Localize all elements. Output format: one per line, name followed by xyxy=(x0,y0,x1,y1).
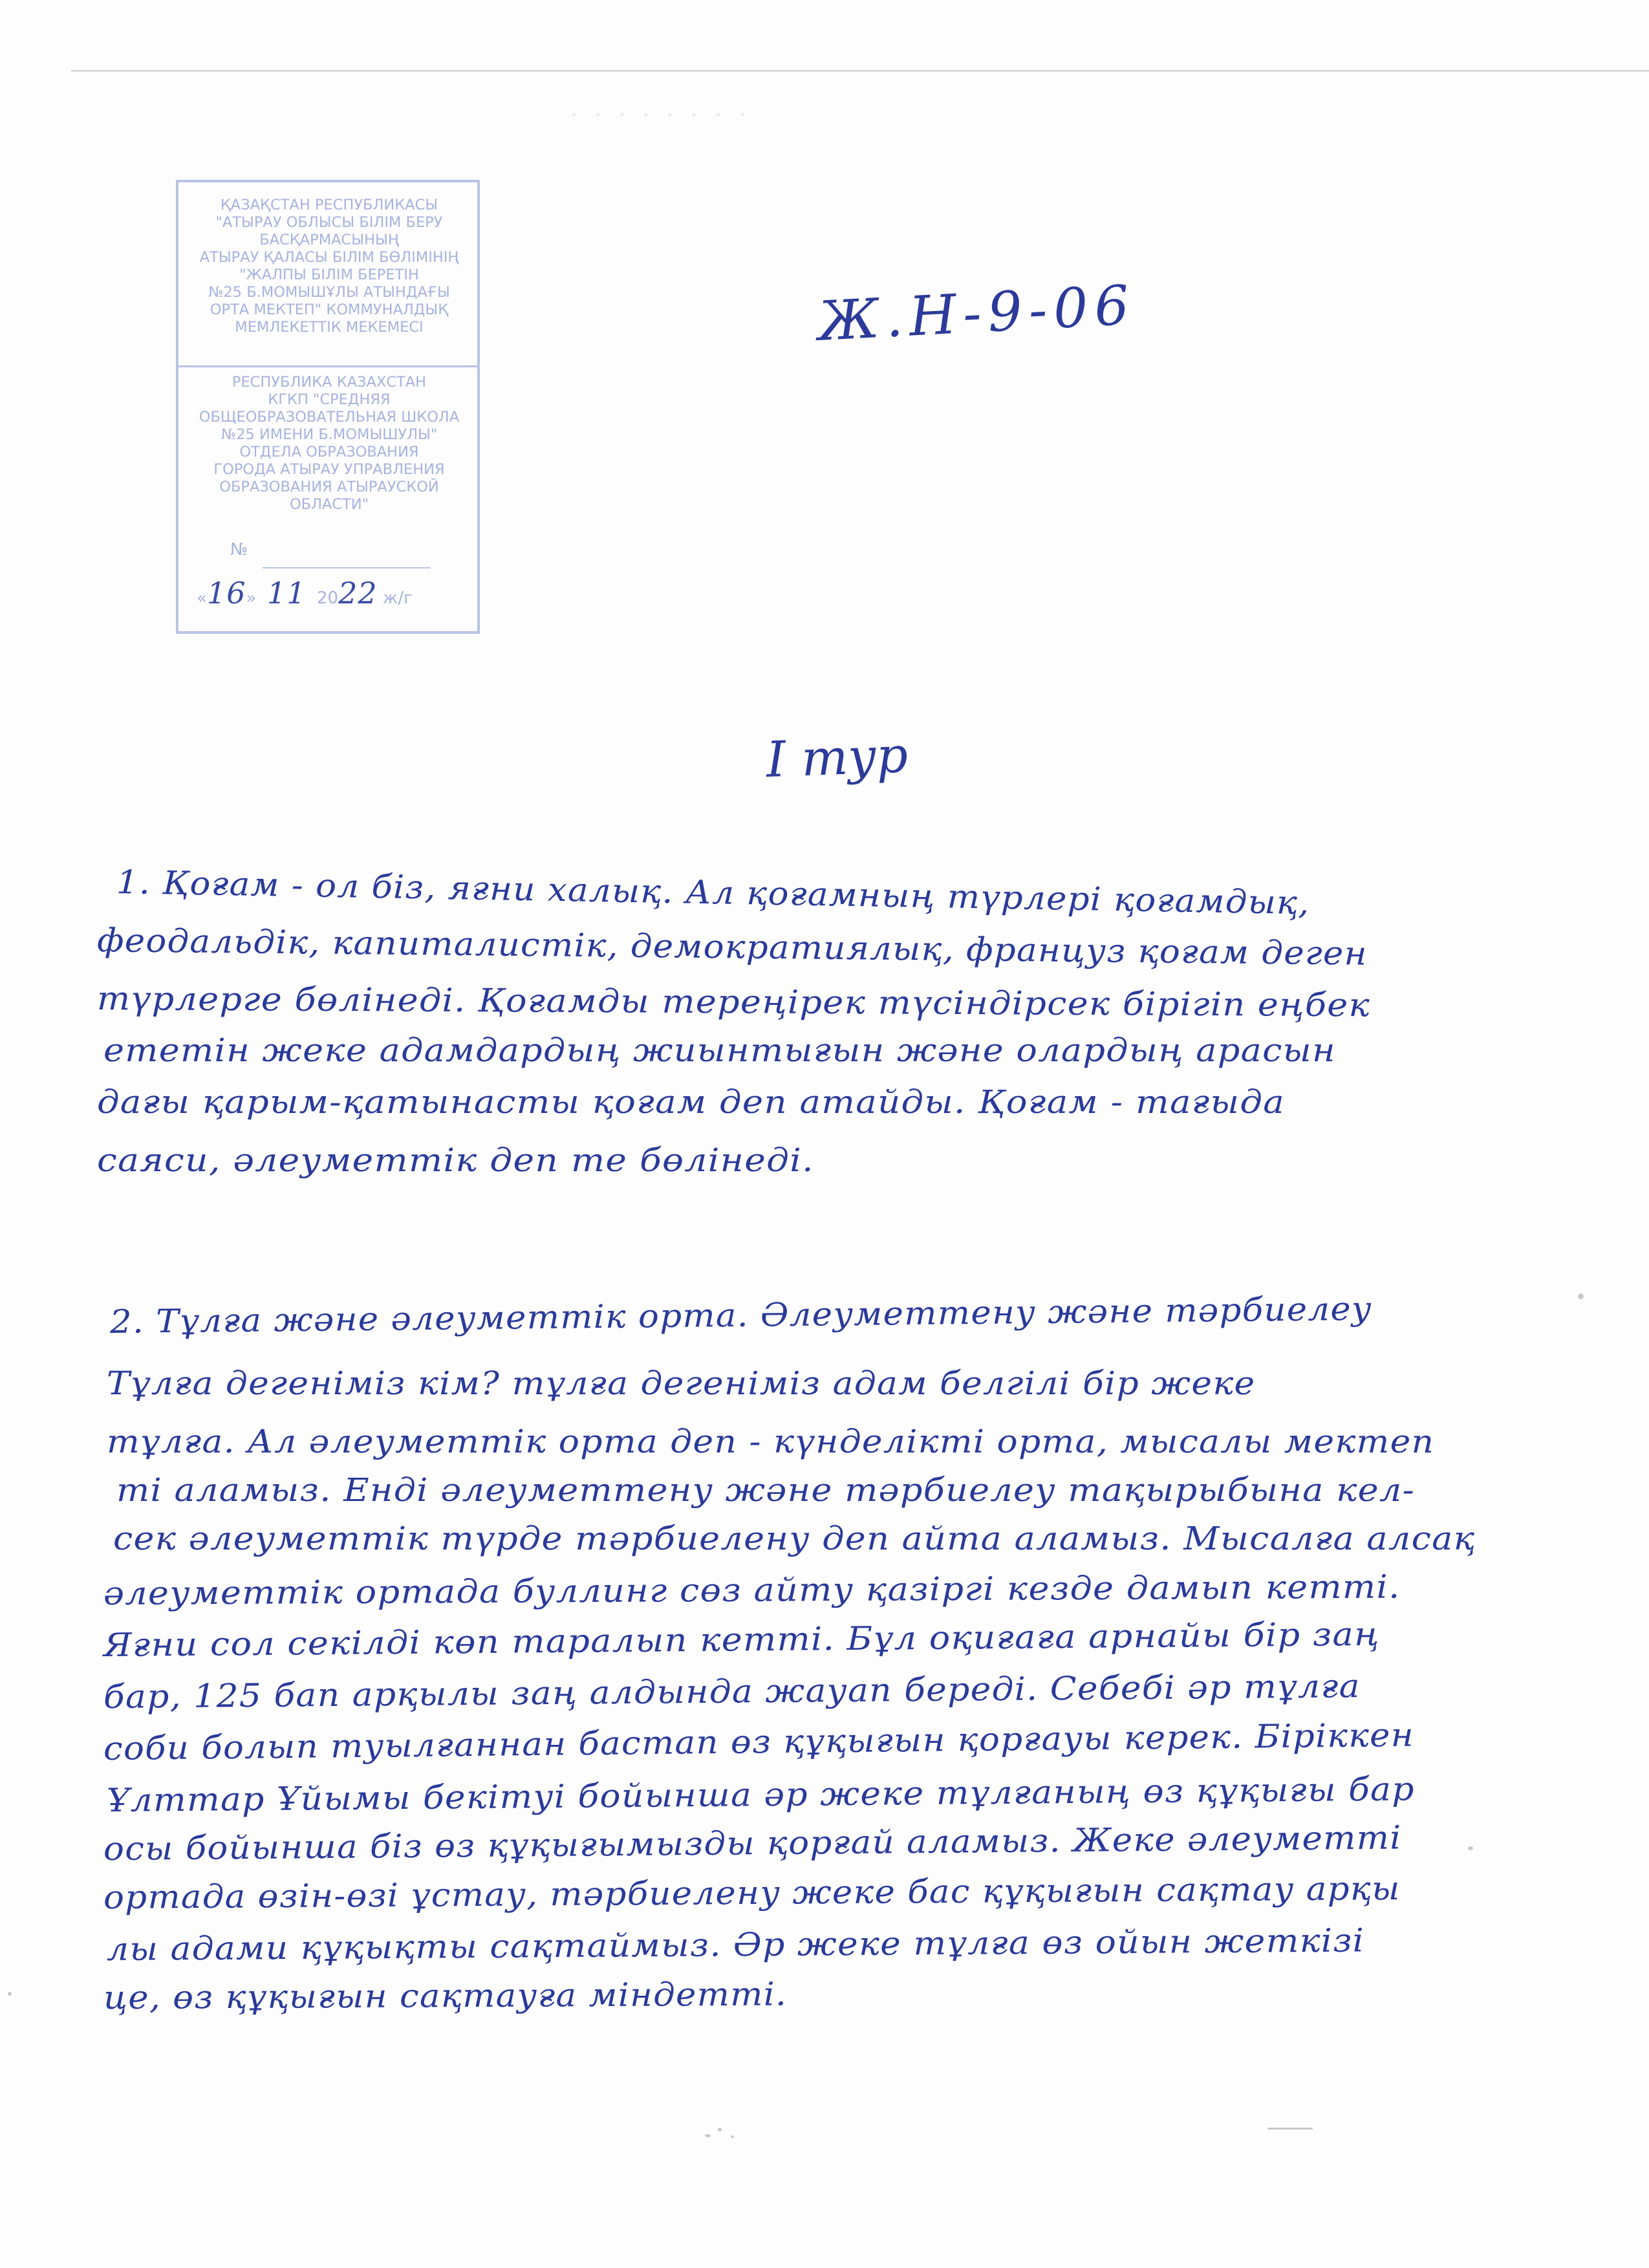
stamp-ru-line: ОБЛАСТИ" xyxy=(289,496,369,513)
stamp-date-unit: ж/г xyxy=(382,589,413,608)
student-code: Ж.Н-9-06 xyxy=(816,273,1137,353)
stamp-kz-line: "ЖАЛПЫ БІЛІМ БЕРЕТІН xyxy=(239,266,419,283)
answer2-line: ортада өзін-өзі ұстау, тәрбиелену жеке бас құқығын сақтау арқы xyxy=(103,1869,1401,1916)
answer1-line: дағы қарым-қатынасты қоғам деп атайды. Қоғам - тағыда xyxy=(97,1083,1286,1121)
answer2-line: лы адами құқықты сақтаймыз. Әр жеке тұлға өз ойын жеткізі xyxy=(106,1921,1365,1968)
stamp-ru-line: ОБРАЗОВАНИЯ АТЫРАУСКОЙ xyxy=(219,479,439,495)
stamp-kz-line: МЕМЛЕКЕТТІК МЕКЕМЕСІ xyxy=(235,319,424,336)
answer2-line: әлеуметтік ортада буллинг сөз айту қазіргі кезде дамып кетті. xyxy=(103,1568,1401,1612)
answer2-line: Яғни сол секілді көп таралып кетті. Бұл оқиғаға арнайы бір заң xyxy=(103,1615,1381,1664)
stamp-date-day: 16 xyxy=(206,576,246,610)
round-title: I тур xyxy=(765,726,909,788)
stamp-ru-line: КГКП "СРЕДНЯЯ xyxy=(268,391,391,408)
stamp-kz-line: "АТЫРАУ ОБЛЫСЫ БІЛІМ БЕРУ xyxy=(215,214,443,231)
stamp-date xyxy=(197,576,475,610)
answer2-line: соби болып туылғаннан бастап өз құқығын қорғауы керек. Біріккен xyxy=(103,1716,1415,1767)
answer1-line: ететін жеке адамдардың жиынтығын және олардың арасын xyxy=(103,1031,1336,1069)
answer2-line: осы бойынша біз өз құқығымызды қорғай аламыз. Жеке әлеуметті xyxy=(103,1819,1402,1868)
stamp-date-month: 11 xyxy=(266,576,307,610)
stamp-russian-text xyxy=(190,374,468,513)
scan-top-edge xyxy=(71,70,1649,72)
answer1-line: 1. Қоғам - ол біз, яғни халық. Ал қоғамның түрлері қоғамдық, xyxy=(116,863,1310,922)
answer1-line: түрлерге бөлінеді. Қоғамды тереңірек түсіндірсек бірігіп еңбек xyxy=(96,980,1371,1024)
answer1-line: феодальдік, капиталистік, демократиялық, француз қоғам деген xyxy=(96,922,1368,973)
stamp-ru-line: ГОРОДА АТЫРАУ УПРАВЛЕНИЯ xyxy=(213,461,445,478)
stamp-kz-line: ҚАЗАҚСТАН РЕСПУБЛИКАСЫ xyxy=(220,197,438,213)
answer2-line: ті аламыз. Енді әлеуметтену және тәрбиелеу тақырыбына кел- xyxy=(116,1471,1416,1509)
answer2-line: Тұлға дегеніміз кім? тұлға дегеніміз адам белгілі бір жеке xyxy=(107,1365,1256,1402)
stamp-ru-line: ОТДЕЛА ОБРАЗОВАНИЯ xyxy=(239,444,419,460)
faint-bleedthrough: · · · · · · · · xyxy=(569,97,750,132)
stamp-ru-line: №25 ИМЕНИ Б.МОМЫШУЛЫ" xyxy=(221,426,438,443)
stamp-date-year-suffix: 22 xyxy=(338,576,378,610)
answer2-line: сек әлеуметтік түрде тәрбиелену деп айта аламыз. Мысалға алсақ xyxy=(113,1520,1476,1557)
stamp-kz-line: АТЫРАУ ҚАЛАСЫ БІЛІМ БӨЛІМІНІҢ xyxy=(199,249,459,266)
answer2-line: 2. Тұлға және әлеуметтік орта. Әлеуметтену және тәрбиелеу xyxy=(109,1290,1373,1341)
answer2-line: тұлға. Ал әлеуметтік орта деп - күнделікті орта, мысалы мектеп xyxy=(107,1423,1435,1460)
answer1-line: саяси, әлеуметтік деп те бөлінеді. xyxy=(97,1141,814,1179)
stamp-date-year-prefix: 20 xyxy=(317,589,339,608)
stamp-number-line xyxy=(263,567,431,568)
stamp-kz-line: БАСҚАРМАСЫНЫҢ xyxy=(259,232,399,248)
stamp-divider xyxy=(178,365,477,367)
stamp-ru-line: ОБЩЕОБРАЗОВАТЕЛЬНАЯ ШКОЛА xyxy=(199,409,460,426)
stamp-kz-line: ОРТА МЕКТЕП" КОММУНАЛДЫҚ xyxy=(210,301,449,318)
stamp-ru-line: РЕСПУБЛИКА КАЗАХСТАН xyxy=(232,374,427,391)
stamp-date-close-quote: » xyxy=(246,589,257,608)
answer2-line: Ұлттар Ұйымы бекітуі бойынша әр жеке тұлғаның өз құқығы бар xyxy=(106,1770,1415,1819)
answer2-line: це, өз құқығын сақтауға міндетті. xyxy=(103,1975,788,2016)
official-stamp xyxy=(176,180,480,634)
stamp-number-label: № xyxy=(230,540,248,559)
answer2-line: бар, 125 бап арқылы заң алдында жауап береді. Себебі әр тұлға xyxy=(103,1667,1361,1716)
stamp-kazakh-text xyxy=(190,197,468,336)
stamp-kz-line: №25 Б.МОМЫШҰЛЫ АТЫНДАҒЫ xyxy=(208,284,450,301)
stamp-date-open-quote: « xyxy=(197,589,207,608)
